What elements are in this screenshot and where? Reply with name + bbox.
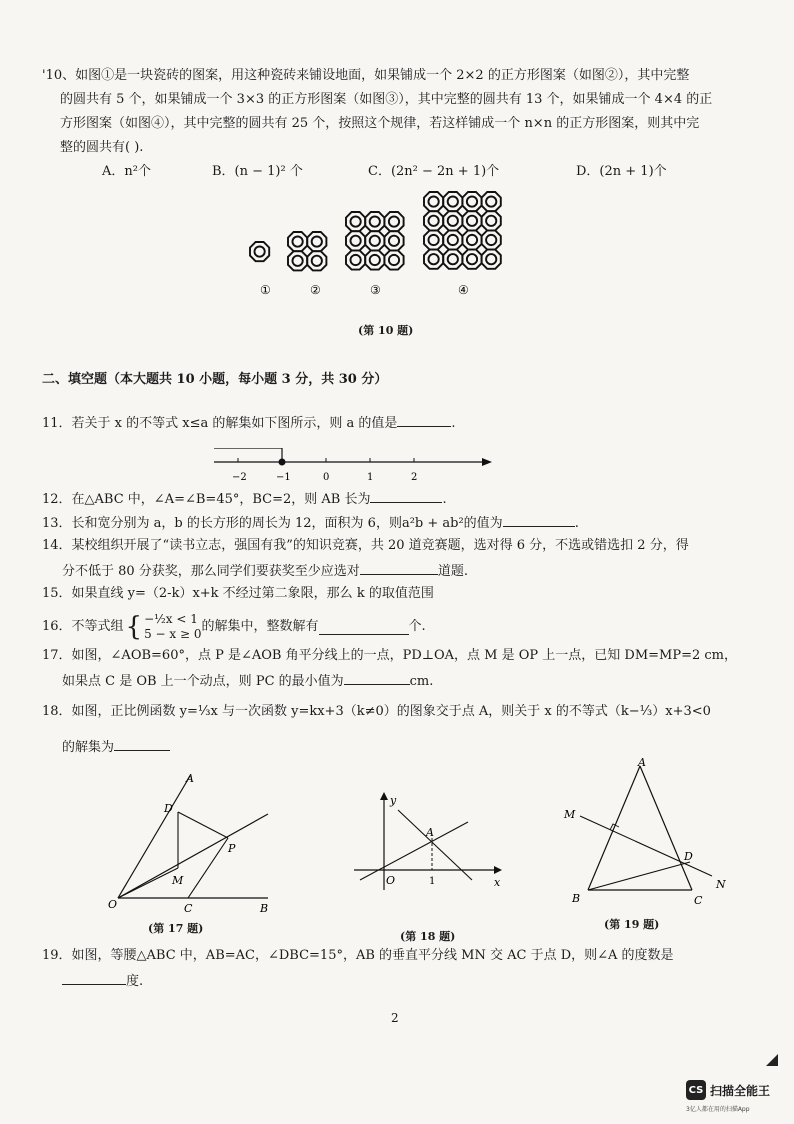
- fig19-label-a: A: [638, 758, 646, 769]
- section-heading: 二、填空题（本大题共 10 小题，每小题 3 分，共 30 分）: [42, 372, 388, 387]
- tile-cell: [443, 230, 462, 249]
- q13-text: 13．长和宽分别为 a，b 的长方形的周长为 12，面积为 6，则a²b + ab²的值为 .: [42, 512, 579, 534]
- fig18-caption: (第 18 题): [400, 930, 456, 943]
- tile-figure-2: [288, 232, 326, 270]
- tile-cell: [384, 212, 403, 231]
- q10-option-c: C．(2n² − 2n + 1)个: [368, 164, 500, 179]
- fig18-label-y: y: [390, 794, 397, 807]
- tile-figure-4: [424, 192, 501, 269]
- q15-text: 15．如果直线 y=（2-k）x+k 不经过第二象限，那么 k 的取值范围: [42, 586, 434, 601]
- fig19-caption: (第 19 题): [604, 918, 660, 931]
- tile-cell: [443, 192, 462, 211]
- fig17-label-b: B: [260, 902, 269, 915]
- tile-cell: [462, 192, 481, 211]
- tile-cell: [424, 211, 443, 230]
- tile-cell: [482, 230, 501, 249]
- fig17-label-m: M: [172, 874, 184, 887]
- tile-cell: [307, 251, 326, 270]
- q10-option-a: A．n²个: [102, 164, 151, 179]
- tile-cell: [482, 250, 501, 269]
- tile-cell: [482, 192, 501, 211]
- tile-cell: [384, 231, 403, 250]
- q12-text: 12．在△ABC 中，∠A=∠B=45°，BC=2，则 AB 长为 .: [42, 488, 447, 510]
- fig17-label-a: A: [186, 772, 194, 785]
- tile-cell: [424, 230, 443, 249]
- tile-cell: [346, 231, 365, 250]
- q10-caption: (第 10 题): [358, 324, 414, 337]
- tile-figure-3: [346, 212, 404, 270]
- tile-cell: [365, 250, 384, 269]
- q17-line1: 17．如图，∠AOB=60°，点 P 是∠AOB 角平分线上的一点，PD⊥OA，点 M 是 OP 上一点，已知 DM=MP=2 cm，: [42, 648, 738, 663]
- corner-mark-icon: [766, 1054, 778, 1066]
- q14-line2: 分不低于 80 分获奖，那么同学们要获奖至少应选对 道题.: [62, 560, 468, 582]
- watermark-title: 扫描全能王: [710, 1083, 771, 1098]
- tile-cell: [462, 211, 481, 230]
- fig19-label-m: M: [564, 808, 576, 821]
- fig18-label-o: O: [386, 874, 396, 887]
- q10-line2: 的圆共有 5 个，如果铺成一个 3×3 的正方形图案（如图③），其中完整的圆共有 13 个，如果铺成一个 4×4 的正: [60, 92, 713, 107]
- fig17-label-d: D: [164, 802, 173, 815]
- tile-cell: [424, 192, 443, 211]
- q11-number-line: [210, 448, 500, 488]
- q10-line3: 方形图案（如图④），其中完整的圆共有 25 个，按照这个规律，若这样铺成一个 n×n 的正方形图案，则其中完: [60, 116, 700, 131]
- tick-label: −2: [232, 472, 247, 483]
- scanner-watermark: [686, 1080, 770, 1100]
- q10-line1: '10、如图①是一块瓷砖的图案，用这种瓷砖来铺设地面，如果铺成一个 2×2 的正方形图案（如图②），其中完整: [42, 68, 690, 83]
- tile-cell: [384, 250, 403, 269]
- fig19-label-n: N: [716, 878, 726, 891]
- tile-cell: [462, 230, 481, 249]
- fig19-label-b: B: [572, 892, 581, 905]
- tile-cell: [288, 232, 307, 251]
- q14-line1: 14．某校组织开展了“读书立志，强国有我”的知识竞赛，共 20 道竞赛题，选对得 6 分，不选或错选扣 2 分，得: [42, 538, 689, 553]
- tile-cell: [424, 250, 443, 269]
- tile-cell: [346, 250, 365, 269]
- fig17-caption: (第 17 题): [148, 922, 204, 935]
- fig17-label-c: C: [184, 902, 193, 915]
- tile-figure-1: [250, 242, 269, 261]
- q11-text: 11．若关于 x 的不等式 x≤a 的解集如下图所示，则 a 的值是 .: [42, 412, 456, 434]
- tile-cell: [482, 211, 501, 230]
- fig17-diagram: [108, 772, 288, 922]
- fig18-label-1: 1: [429, 876, 436, 887]
- fig19-label-c: C: [694, 894, 703, 907]
- q16-text: 16．不等式组 { −½x < 1 5 − x ≥ 0 的解集中，整数解有 个.: [42, 612, 426, 642]
- q17-line2: 如果点 C 是 OB 上一个动点，则 PC 的最小值为 cm.: [62, 670, 433, 692]
- q18-line2: 的解集为: [62, 736, 170, 758]
- q10-option-d: D．(2n + 1)个: [576, 164, 667, 179]
- tile-cell: [462, 250, 481, 269]
- q10-option-b: B．(n − 1)² 个: [212, 164, 303, 179]
- fig18-label-a: A: [426, 826, 434, 839]
- tile-cell: [288, 251, 307, 270]
- fig17-label-p: P: [228, 842, 236, 855]
- tick-label: 0: [323, 472, 330, 483]
- fig17-label-o: O: [108, 898, 118, 911]
- q19-line1: 19．如图，等腰△ABC 中，AB=AC，∠DBC=15°，AB 的垂直平分线 MN 交 AC 于点 D，则∠A 的度数是: [42, 948, 674, 963]
- q10-line4: 整的圆共有( ).: [60, 140, 144, 155]
- q19-line2: 度.: [62, 970, 143, 992]
- fig19-diagram: [560, 758, 740, 908]
- tile-cell: [365, 231, 384, 250]
- q18-line1: 18．如图，正比例函数 y=⅓x 与一次函数 y=kx+3（k≠0）的图象交于点 A，则关于 x 的不等式（k−⅓）x+3<0: [42, 704, 711, 719]
- q16-ineq-2: 5 − x ≥ 0: [144, 627, 202, 641]
- tile-cell: [365, 212, 384, 231]
- q10-tile-figures: [230, 184, 530, 314]
- tick-label: 1: [367, 472, 374, 483]
- fig18-label-x: x: [494, 876, 501, 889]
- tick-label: −1: [276, 472, 291, 483]
- fig18-diagram: [350, 786, 510, 896]
- page-number: 2: [391, 1011, 399, 1025]
- tick-label: 2: [411, 472, 418, 483]
- watermark-subtitle: 3亿人都在用的扫描App: [686, 1106, 750, 1113]
- q16-ineq-1: −½x < 1: [144, 612, 198, 626]
- fig-label-4: ④: [458, 283, 469, 297]
- fig19-label-d: D: [684, 850, 693, 863]
- camscanner-logo-icon: CS: [686, 1080, 706, 1100]
- tile-cell: [307, 232, 326, 251]
- fig-label-2: ②: [310, 283, 321, 297]
- tile-cell: [346, 212, 365, 231]
- tile-cell: [250, 242, 269, 261]
- fig-label-1: ①: [260, 283, 271, 297]
- fig-label-3: ③: [370, 283, 381, 297]
- tile-cell: [443, 211, 462, 230]
- tile-cell: [443, 250, 462, 269]
